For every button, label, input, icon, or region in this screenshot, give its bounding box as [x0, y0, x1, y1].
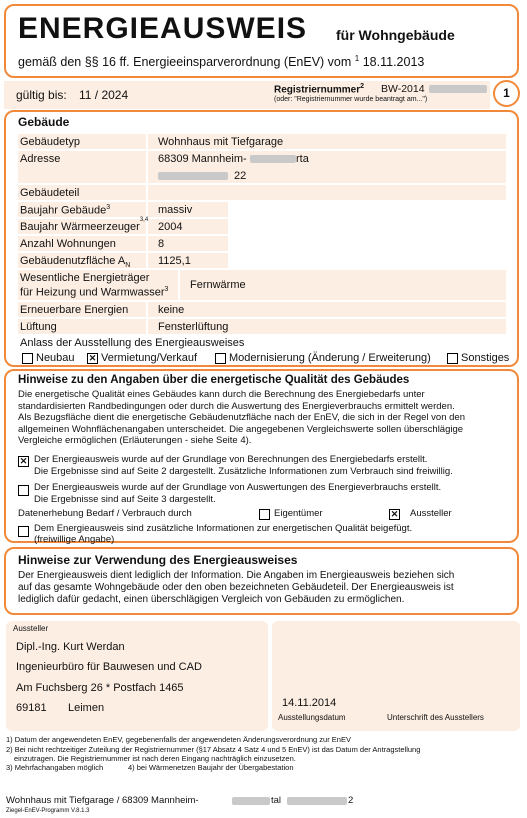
footnote-3: 3) Mehrfachangaben möglich: [6, 763, 104, 772]
redacted-footer-2: [287, 797, 347, 805]
issuer-street: Am Fuchsberg 26 * Postfach 1465: [16, 682, 184, 694]
renewable-label: Erneuerbare Energien: [20, 304, 129, 316]
usage-line-3: lediglich dafür gedacht, einen überschlägigen Vergleich von Gebäuden zu ermöglichen.: [18, 594, 405, 605]
option-new-building: Neubau: [36, 352, 75, 364]
checkbox-modernization[interactable]: [215, 353, 226, 364]
redacted-address2: [158, 172, 228, 180]
registration-sup: 2: [360, 83, 365, 90]
page-number-badge: [493, 80, 520, 107]
quality-heading: Hinweise zu den Angaben über die energetische Qualität des Gebäudes: [18, 374, 410, 386]
energy-label-2-text: für Heizung und Warmwasser: [20, 286, 165, 299]
value-bg-renewable: [148, 302, 506, 317]
checkbox-new-building[interactable]: [22, 353, 33, 364]
quality-line-5: Vergleiche ermöglichen (Erläuterungen - siehe Seite 4).: [18, 435, 252, 446]
footer-address-end: 2: [348, 795, 354, 806]
quality-line-3: Als Bezugsfläche dient die energetische Gebäudenutzfläche nach der EnEV, die sich in der Regel von den: [18, 412, 465, 423]
year-generator-value: 2004: [158, 221, 183, 233]
energy-label-2: [20, 286, 168, 299]
building-section: [4, 110, 519, 367]
additional-info-line-2: (freiwillige Angabe): [34, 533, 115, 545]
address-line2-end: 22: [234, 170, 247, 182]
demand-basis-line-2: Die Ergebnisse sind auf Seite 2 dargestellt. Zusätzliche Informationen zum Verbrauch sind freiwillig.: [34, 465, 453, 477]
building-type-label: Gebäudetyp: [20, 136, 80, 148]
area-value: 1125,1: [158, 255, 191, 267]
document-subtitle: für Wohngebäude: [336, 27, 455, 43]
option-rent-sale: Vermietung/Verkauf: [101, 352, 198, 364]
quality-section: [4, 369, 519, 543]
usage-heading: Hinweise zur Verwendung des Energieausweises: [18, 553, 298, 567]
issuer-company: Ingenieurbüro für Bauwesen und CAD: [16, 661, 202, 673]
renewable-value: keine: [158, 304, 185, 316]
address-line1: [158, 153, 247, 165]
registration-label-text: Registriernummer: [274, 84, 361, 96]
registration-note: (oder: "Registriernummer wurde beantragt am..."): [274, 96, 428, 103]
signature-box: [272, 621, 520, 731]
area-sub: N: [125, 262, 131, 270]
issuer-city: Leimen: [68, 702, 105, 714]
units-label: Anzahl Wohnungen: [20, 238, 116, 250]
area-label-text: Gebäudenutzfläche A: [20, 255, 126, 267]
valid-until-label: gültig bis:: [16, 88, 67, 102]
quality-line-4: allgemeinen Wohnflächenangaben unterscheidet. Die angegebenen Vergleichswerte sollen überschlägige: [18, 423, 464, 435]
usage-line-2: auf das gesamte Wohngebäude oder den oben bezeichneten Gebäudeteil. Der Energieausweis ist: [18, 582, 454, 593]
address-line1-text: 68309 Mannheim-: [158, 153, 247, 165]
checkbox-additional-info[interactable]: [18, 526, 29, 537]
consumption-basis-line-1: Der Energieausweis wurde auf der Grundlage von Auswertungen des Energieverbrauchs erstellt.: [34, 482, 442, 493]
page-number: 1: [503, 86, 510, 100]
option-other: Sonstiges: [461, 352, 510, 364]
registration-label: [274, 83, 364, 95]
energy-value: Fernwärme: [190, 279, 246, 291]
checkbox-owner[interactable]: [259, 509, 270, 520]
footnote-4: 4) bei Wärmenetzen Baujahr der Übergabestation: [128, 763, 294, 772]
year-generator-label-text: Baujahr Wärmeerzeuger: [20, 221, 140, 233]
year-generator-sup: 3,4: [139, 217, 149, 224]
validity-bar: [4, 81, 490, 109]
additional-info-line-1: Dem Energieausweis sind zusätzliche Informationen zur energetischen Qualität beigefügt.: [34, 523, 413, 534]
ventilation-label: Lüftung: [20, 321, 57, 333]
redacted-registration: [429, 85, 487, 93]
regulation-sup: 1: [354, 54, 360, 63]
valid-until-value: 11 / 2024: [79, 88, 129, 102]
year-building-label: [20, 204, 110, 217]
owner-label: Eigentümer: [274, 508, 323, 519]
address-label: Adresse: [20, 153, 61, 165]
registration-value: BW-2014: [381, 83, 425, 95]
issuer-box: [6, 621, 268, 731]
checkbox-rent-sale[interactable]: ✕: [88, 353, 97, 363]
footer-address-mid: tal: [271, 795, 282, 806]
issuer-name: Dipl.-Ing. Kurt Werdan: [16, 641, 125, 653]
checkbox-consumption-basis[interactable]: [18, 485, 29, 496]
issue-date-label: Ausstellungsdatum: [278, 713, 346, 722]
footnote-2a: 2) Bei nicht rechtzeitiger Zuteilung der Registriernummer (§17 Absatz 4 Satz 4 und 5 EnEV) ist das Datum der Antragstellung: [6, 745, 421, 754]
address-line1-end: rta: [296, 153, 309, 165]
value-bg-part: [148, 185, 506, 200]
signature-label: Unterschrift des Ausstellers: [387, 713, 484, 722]
occasion-label: Anlass der Ausstellung des Energieausweises: [20, 337, 245, 349]
issuer-heading: Aussteller: [13, 624, 49, 633]
quality-line-2: standardisierten Randbedingungen oder durch die Auswertung des Energieverbrauchs ermittelt werden.: [18, 400, 455, 412]
footer-address: Wohnhaus mit Tiefgarage / 68309 Mannheim-: [6, 795, 199, 806]
year-building-label-text: Baujahr Gebäude: [20, 204, 107, 217]
building-part-label: Gebäudeteil: [20, 187, 80, 199]
building-heading: Gebäude: [18, 115, 70, 129]
redacted-street: [250, 155, 296, 163]
usage-line-1: Der Energieausweis dient lediglich der Information. Die Angaben im Energieausweis beziehen sich: [18, 570, 455, 581]
units-value: 8: [158, 238, 165, 250]
checkbox-other[interactable]: [447, 353, 458, 364]
issuer-option-label: Aussteller: [410, 508, 452, 519]
checkbox-issuer[interactable]: ✕: [390, 509, 399, 519]
footnote-1: 1) Datum der angewendeten EnEV, gegebenenfalls der angewendeten Änderungsverordnung zur EnEV: [6, 735, 351, 744]
document-title: ENERGIEAUSWEIS: [18, 12, 308, 45]
energy-label-1: Wesentliche Energieträger: [20, 272, 150, 284]
building-type-value: Wohnhaus mit Tiefgarage: [158, 136, 284, 148]
demand-basis-line-1: Der Energieausweis wurde auf der Grundlage von Berechnungen des Energiebedarfs erstellt.: [34, 454, 428, 465]
footnote-2b: einzutragen. Die Registriernummer ist nach deren Eingang nachträglich einzusetzen.: [14, 754, 296, 763]
data-collection-label: Datenerhebung Bedarf / Verbrauch durch: [18, 508, 192, 519]
year-generator-label: [20, 217, 149, 233]
energy-sup: 3: [164, 286, 169, 293]
option-modernization: Modernisierung (Änderung / Erweiterung): [229, 352, 431, 364]
quality-line-1: Die energetische Qualität eines Gebäudes kann durch die Berechnung des Energiebedarfs unter: [18, 389, 425, 400]
issuer-zip: 69181: [16, 702, 47, 714]
regulation-date: 18.11.2013: [362, 55, 425, 70]
area-label: [20, 255, 130, 269]
usage-section: [4, 547, 519, 615]
ventilation-value: Fensterlüftung: [158, 321, 229, 333]
consumption-basis-line-2: Die Ergebnisse sind auf Seite 3 dargestellt.: [34, 493, 216, 505]
header-box: [4, 4, 519, 78]
regulation-line: [18, 54, 424, 69]
issue-date: 14.11.2014: [282, 697, 337, 709]
regulation-text: gemäß den §§ 16 ff. Energieeinsparverordnung (EnEV) vom: [18, 55, 352, 70]
year-building-value: massiv: [158, 204, 193, 216]
year-building-sup: 3: [106, 204, 111, 211]
program-version: Ziegel-EnEV-Programm V.8.1.3: [6, 808, 90, 814]
redacted-footer-1: [232, 797, 270, 805]
checkbox-demand-basis[interactable]: ✕: [19, 456, 28, 466]
